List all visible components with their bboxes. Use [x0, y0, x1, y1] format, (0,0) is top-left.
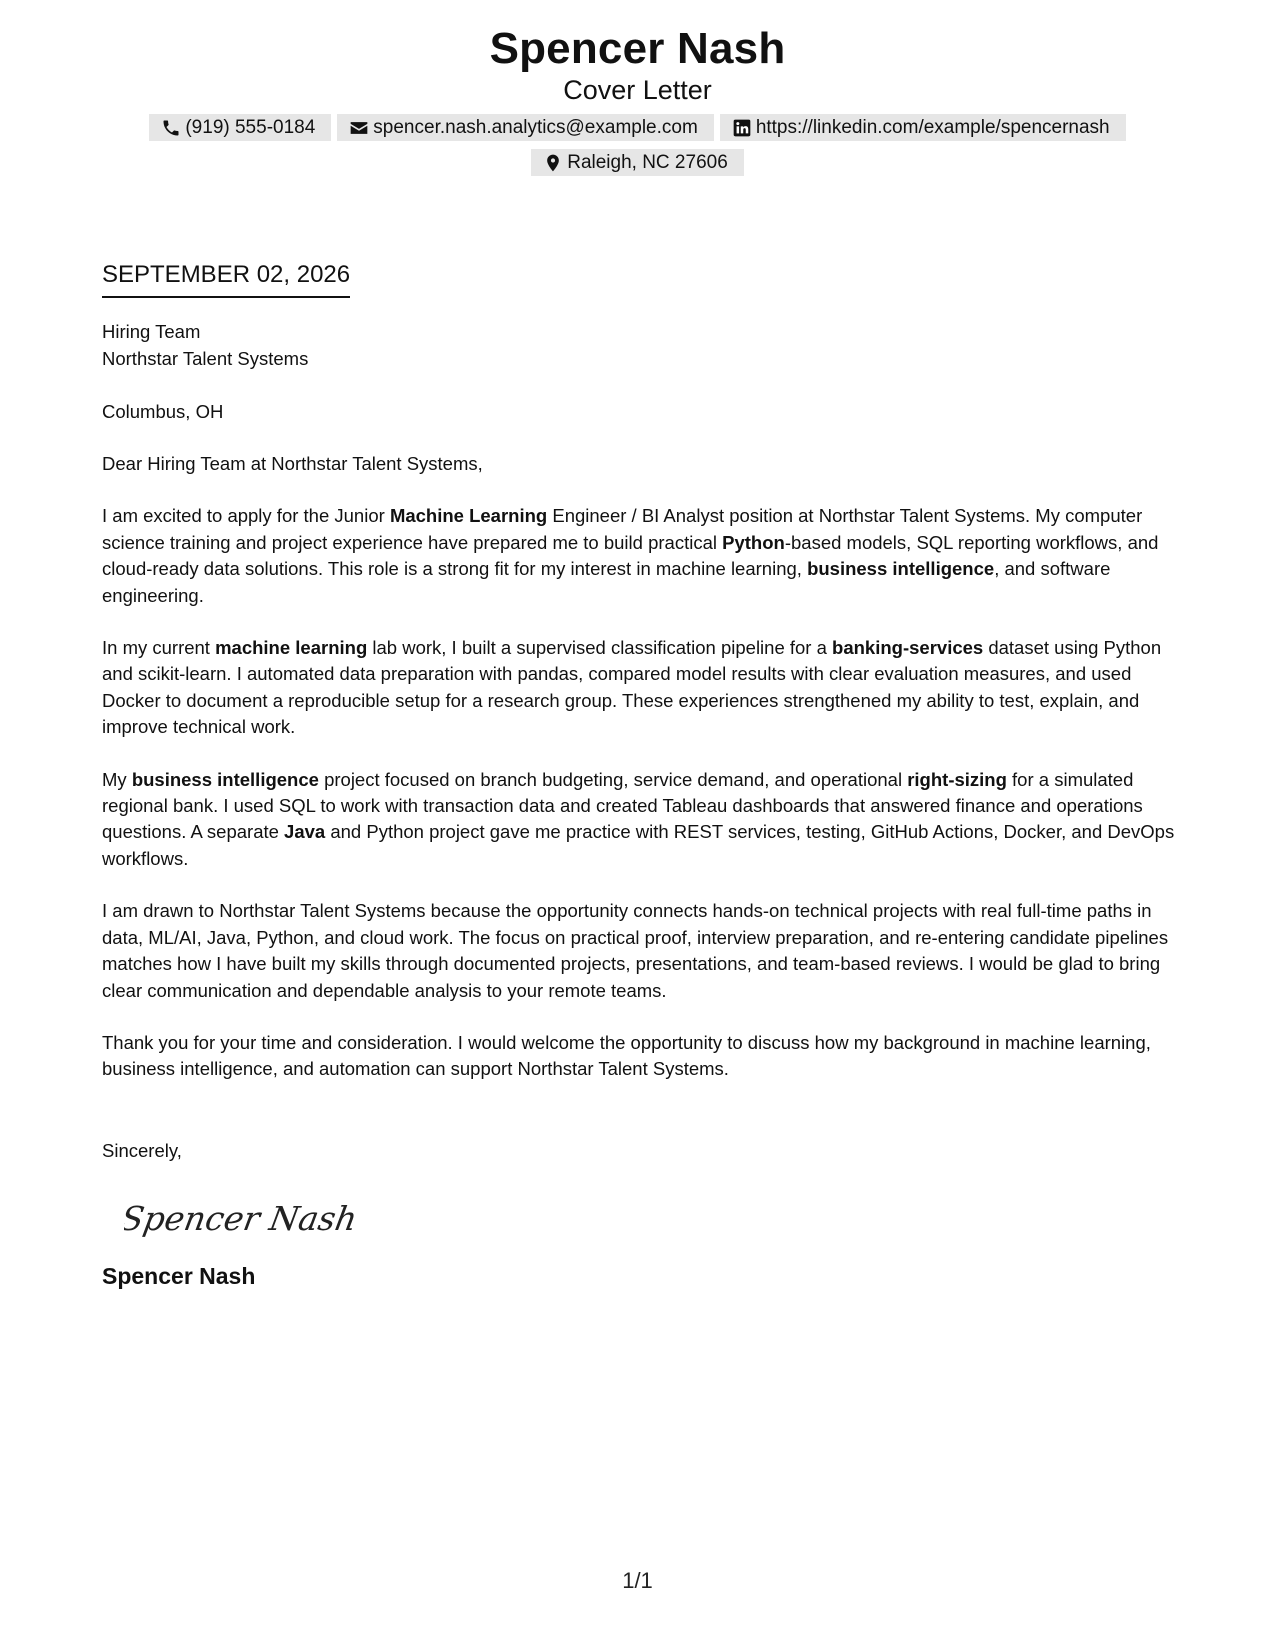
page-number: 1/1: [622, 1568, 653, 1593]
paragraph-text: , and software engineering.: [102, 558, 1111, 606]
signature-text: Spencer Nash: [124, 1198, 361, 1238]
contact-linkedin-text: https://linkedin.com/example/spencernash: [755, 117, 1110, 138]
paragraph-text: -based models, SQL reporting workflows, and cloud-ready data solutions. This role is a strong fit for my interest in machine learning,: [102, 531, 1159, 580]
paragraph-text: dataset using Python and scikit-learn. I automated data preparation with pandas, compared model results with clear evaluation measures, and used Docker to document a reproducible setup for a research group. These experiences strengthened my ability to test, explain, and improve technical work.: [102, 637, 1162, 738]
body-paragraph: [102, 635, 1177, 741]
signer-name: Spencer Nash: [102, 1262, 256, 1289]
paragraph-text: I am excited to apply for the Junior: [102, 505, 390, 527]
envelope-icon: [349, 118, 369, 138]
contact-bar: [138, 114, 1138, 176]
body-paragraph: [102, 503, 1177, 609]
emphasized-text: banking-services: [832, 637, 984, 659]
emphasized-text: Python: [722, 531, 785, 553]
closing: Sincerely,: [102, 1139, 182, 1161]
contact-email: [337, 114, 714, 141]
contact-location: [531, 149, 744, 176]
letter-header: [0, 0, 1275, 176]
recipient-company: Northstar Talent Systems: [102, 348, 309, 369]
document-title: Cover Letter: [563, 75, 712, 105]
handwritten-signature: [124, 1192, 364, 1244]
salutation: Dear Hiring Team at Northstar Talent Systems,: [102, 453, 483, 474]
recipient-name: Hiring Team: [102, 321, 201, 342]
emphasized-text: right-sizing: [907, 768, 1007, 790]
recipient-location: Columbus, OH: [102, 401, 224, 422]
emphasized-text: machine learning: [215, 637, 368, 659]
map-pin-icon: [543, 153, 563, 173]
applicant-name: Spencer Nash: [489, 24, 786, 73]
paragraph-text: project focused on branch budgeting, service demand, and operational: [318, 768, 908, 790]
paragraph-text: My: [102, 768, 132, 790]
linkedin-icon: [732, 118, 752, 138]
contact-linkedin: [720, 114, 1126, 141]
paragraph-text: and Python project gave me practice with REST services, testing, GitHub Actions, Docker, and DevOps workflows.: [102, 821, 1175, 869]
paragraph-text: for a simulated regional bank. I used SQL to work with transaction data and created Tableau dashboards that answered finance and operations questions. A separate: [102, 768, 1143, 843]
body-paragraph: [102, 767, 1177, 873]
contact-email-text: spencer.nash.analytics@example.com: [373, 117, 698, 138]
contact-phone: [149, 114, 331, 141]
emphasized-text: business intelligence: [807, 558, 995, 580]
letter-date: SEPTEMBER 02, 2026: [102, 260, 350, 298]
recipient-address: [102, 318, 1177, 425]
phone-icon: [161, 118, 181, 138]
paragraph-text: Thank you for your time and consideration. I would welcome the opportunity to discuss how my background in machine learning, business intelligence, and automation can support Northstar Talent Systems.: [102, 1031, 1151, 1080]
emphasized-text: business intelligence: [131, 768, 319, 790]
paragraph-text: lab work, I built a supervised classification pipeline for a: [367, 637, 833, 659]
body-paragraph: [102, 898, 1177, 1004]
letter-paragraphs: [102, 503, 1177, 1082]
letter-body: [102, 260, 1177, 1290]
emphasized-text: Java: [284, 821, 326, 843]
paragraph-text: In my current: [102, 637, 216, 659]
contact-location-text: Raleigh, NC 27606: [567, 152, 728, 173]
paragraph-text: I am drawn to Northstar Talent Systems because the opportunity connects hands-on technical projects with real full-time paths in data, ML/AI, Java, Python, and cloud work. The focus on practical proof, interview preparation, and re-entering candidate pipelines matches how I have built my skills through documented projects, presentations, and team-based reviews. I would be glad to bring clear communication and dependable analysis to your remote teams.: [102, 900, 1169, 1001]
paragraph-text: Engineer / BI Analyst position at Northstar Talent Systems. My computer science training and project experience have prepared me to build practical: [102, 505, 1143, 553]
body-paragraph: [102, 1030, 1177, 1083]
emphasized-text: Machine Learning: [389, 505, 548, 527]
contact-phone-text: (919) 555-0184: [185, 117, 316, 138]
